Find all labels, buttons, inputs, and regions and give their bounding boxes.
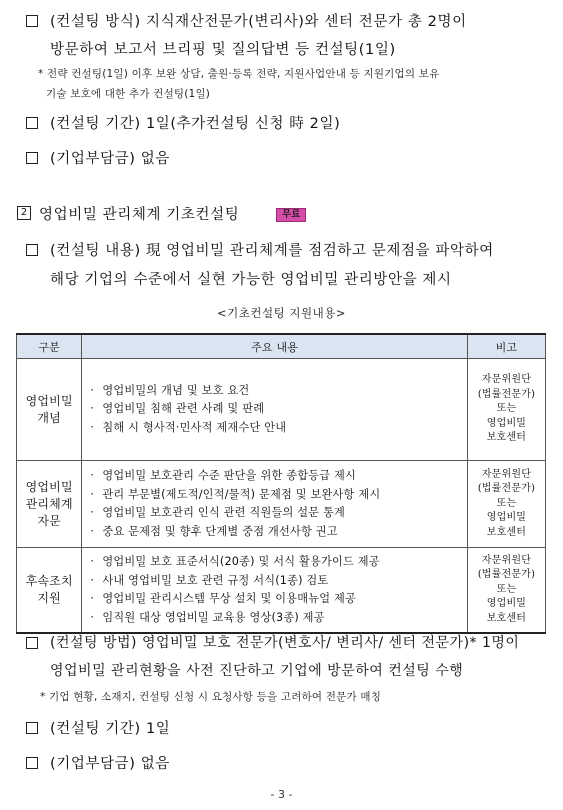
row-note: 자문위원단 (법률전문가) 또는 영업비밀 보호센터: [467, 548, 545, 634]
checkbox-square-icon: [26, 244, 38, 256]
list-item: · 관리 부문별(제도적/인적/물적) 문제점 및 보완사항 제시: [90, 487, 381, 501]
header-content: 주요 내용: [82, 334, 468, 359]
table-caption: <기초컨설팅 지원내용>: [217, 306, 346, 320]
method-note-line-1: * 전략 컨설팅(1일) 이후 보완 상담, 출원·등록 전략, 지원사업안내 등 지원기업의 보유: [38, 68, 440, 80]
method-line-2: 영업비밀 관리현황을 사전 진단하고 기업에 방문하여 컨설팅 수행: [50, 663, 464, 679]
checkbox-square-icon: [26, 637, 38, 649]
page-number: - 3 -: [270, 788, 293, 801]
header-note: 비고: [467, 334, 545, 359]
free-badge: 무료: [276, 208, 306, 222]
table-row: [17, 548, 546, 634]
row-category: 영업비밀 개념: [17, 359, 82, 461]
method-line-2: 방문하여 보고서 브리핑 및 질의답변 등 컨설팅(1일): [50, 42, 396, 58]
burden-text: (기업부담금) 없음: [50, 756, 170, 772]
list-item: · 영업비밀 보호관리 인식 관련 직원들의 설문 통계: [90, 506, 346, 519]
header-category: 구분: [17, 334, 82, 359]
list-item: · 사내 영업비밀 보호 관련 규정 서식(1종) 검토: [90, 573, 329, 587]
list-item: · 영업비밀 침해 관련 사례 및 판례: [90, 402, 265, 416]
content-line-1: (컨설팅 내용) 現 영업비밀 관리체계를 점검하고 문제점을 파악하여: [50, 243, 494, 259]
section-number-box: 2: [17, 206, 31, 220]
row-category: 영업비밀 관리체계 자문: [17, 461, 82, 548]
row-note: 자문위원단 (법률전문가) 또는 영업비밀 보호센터: [467, 461, 545, 548]
checkbox-square-icon: [26, 722, 38, 734]
checkbox-square-icon: [26, 152, 38, 164]
list-item: · 임직원 대상 영업비밀 교육용 영상(3종) 제공: [90, 610, 325, 624]
checkbox-square-icon: [26, 757, 38, 769]
method-line-1: (컨설팅 방식) 지식재산전문가(변리사)와 센터 전문가 총 2명이: [50, 14, 467, 30]
list-item: · 영업비밀 보호관리 수준 판단을 위한 종합등급 제시: [90, 469, 357, 482]
row-category: 후속조치 지원: [17, 548, 82, 634]
checkbox-square-icon: [26, 15, 38, 27]
method-note-line-2: 기술 보호에 대한 추가 컨설팅(1일): [46, 88, 211, 100]
content-line-2: 해당 기업의 수준에서 실현 가능한 영업비밀 관리방안을 제시: [50, 272, 452, 288]
row-note: 자문위원단 (법률전문가) 또는 영업비밀 보호센터: [467, 359, 545, 461]
table-row: [17, 461, 546, 548]
row-content: [82, 548, 468, 634]
method-note: * 기업 현황, 소재지, 컨설팅 신청 시 요청사항 등을 고려하여 전문가 매칭: [40, 691, 382, 703]
list-item: · 침해 시 형사적·민사적 제재수단 안내: [90, 420, 287, 434]
list-item: · 영업비밀 관리시스템 무상 설치 및 이용매뉴얼 제공: [90, 592, 357, 605]
table-header-row: [17, 334, 546, 359]
list-item: · 중요 문제점 및 향후 단계별 중점 개선사항 권고: [90, 524, 338, 538]
support-content-table: [16, 333, 546, 634]
list-item: · 영업비밀의 개념 및 보호 요건: [90, 383, 250, 397]
burden-text: (기업부담금) 없음: [50, 151, 170, 167]
method-line-1: (컨설팅 방법) 영업비밀 보호 전문가(변호사/ 변리사/ 센터 전문가)* 1명이: [50, 635, 520, 651]
row-content: [82, 359, 468, 461]
checkbox-square-icon: [26, 117, 38, 129]
row-content: [82, 461, 468, 548]
table-row: [17, 359, 546, 461]
list-item: · 영업비밀 보호 표준서식(20종) 및 서식 활용가이드 제공: [90, 555, 380, 568]
section-title: 영업비밀 관리체계 기초컨설팅: [39, 207, 240, 223]
period-text: (컨설팅 기간) 1일: [50, 721, 171, 737]
period-text: (컨설팅 기간) 1일(추가컨설팅 신청 時 2일): [50, 116, 341, 132]
